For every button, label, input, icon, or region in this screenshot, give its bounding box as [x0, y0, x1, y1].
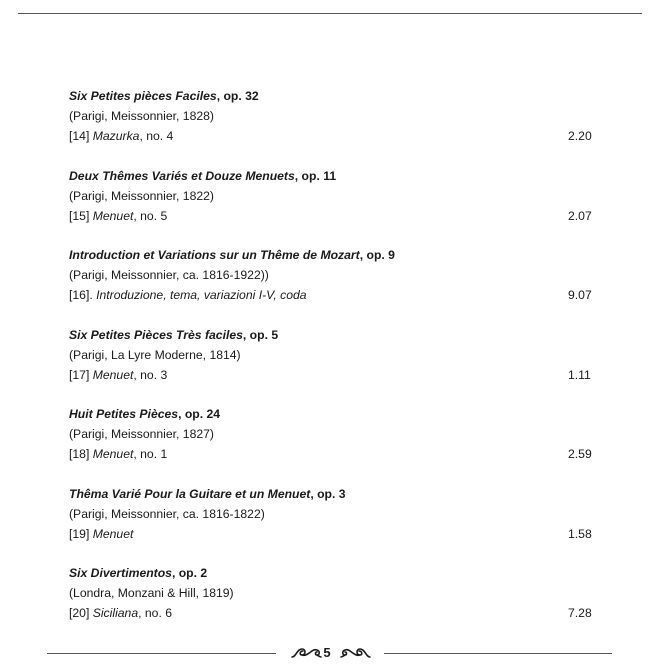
- publisher-info: (Parigi, La Lyre Moderne, 1814): [69, 347, 241, 362]
- track-title: Menuet: [92, 447, 134, 461]
- track-number: [16].: [69, 288, 97, 302]
- work-title: Deux Thêmes Variés et Douze Menuets: [69, 168, 295, 183]
- track-title: Menuet: [92, 526, 134, 541]
- track-suffix: , no. 5: [133, 208, 168, 223]
- scroll-flourish-icon: [290, 644, 322, 662]
- work-title: Thêma Varié Pour la Guitare et un Menuet: [69, 486, 311, 501]
- track-number: [18]: [69, 447, 93, 461]
- page-number: 5: [323, 645, 331, 660]
- track-title: Introduzione, tema, variazioni I-V, coda: [96, 288, 307, 302]
- track-entry: [69, 404, 609, 484]
- work-title-line: [69, 245, 609, 265]
- work-opus: , op. 3: [310, 486, 346, 501]
- publisher-info: (Parigi, Meissonnier, 1822): [69, 188, 214, 203]
- track-number: [20]: [69, 606, 93, 620]
- footer-rule-right: [384, 653, 612, 654]
- track-entry: [69, 563, 609, 643]
- scroll-flourish-icon: [340, 644, 372, 662]
- work-title-line: [69, 484, 609, 504]
- track-line: [69, 365, 609, 385]
- work-title: Six Divertimentos: [69, 566, 172, 580]
- track-duration: 1.58: [568, 526, 592, 541]
- work-opus: , op. 2: [171, 566, 208, 580]
- work-title-line: [69, 563, 609, 583]
- track-number: [17]: [69, 367, 93, 382]
- work-title: Huit Petites Pièces: [69, 407, 179, 421]
- track-line: [69, 206, 609, 226]
- work-title-line: [69, 86, 609, 106]
- work-title: Six Petites pièces Faciles: [69, 89, 217, 103]
- page-footer: [0, 642, 650, 664]
- track-entry: [69, 245, 609, 325]
- publisher-info: (Parigi, Meissonnier, ca. 1816-1822): [69, 506, 265, 521]
- footer-rule-left: [47, 653, 276, 654]
- track-number: [19]: [69, 526, 93, 541]
- work-opus: , op. 9: [359, 248, 395, 262]
- track-suffix: , no. 6: [138, 606, 172, 620]
- work-title: Introduction et Variations sur un Thême de Mozart: [69, 248, 360, 262]
- publisher-info: (Parigi, Meissonnier, ca. 1816-1922)): [69, 268, 269, 282]
- work-opus: , op. 5: [242, 327, 279, 342]
- track-number: [15]: [69, 208, 93, 223]
- track-suffix: , no. 4: [139, 129, 174, 143]
- track-line: [69, 603, 609, 623]
- track-entry: [69, 166, 609, 246]
- track-suffix: , no. 1: [133, 447, 168, 461]
- work-opus: , op. 11: [294, 168, 337, 183]
- track-line: [69, 524, 609, 544]
- publisher-info: (Londra, Monzani & Hill, 1819): [69, 586, 234, 600]
- track-duration: 2.59: [568, 447, 592, 461]
- work-opus: , op. 24: [178, 407, 221, 421]
- track-line: [69, 444, 609, 464]
- work-title-line: [69, 325, 609, 345]
- work-title-line: [69, 166, 609, 186]
- top-rule: [18, 13, 642, 14]
- track-duration: 2.07: [568, 208, 592, 223]
- track-duration: 9.07: [568, 288, 592, 302]
- track-title: Mazurka: [92, 129, 140, 143]
- track-entry: [69, 86, 609, 166]
- track-title: Menuet: [92, 208, 134, 223]
- track-entry: [69, 484, 609, 564]
- track-duration: 2.20: [568, 129, 592, 143]
- track-line: [69, 285, 609, 305]
- work-opus: , op. 32: [216, 89, 259, 103]
- work-title: Six Petites Pièces Très faciles: [69, 327, 243, 342]
- track-suffix: , no. 3: [133, 367, 168, 382]
- publisher-info: (Parigi, Meissonnier, 1827): [69, 427, 214, 441]
- work-title-line: [69, 404, 609, 424]
- track-entry: [69, 325, 609, 405]
- track-title: Menuet: [92, 367, 134, 382]
- track-list: [69, 86, 609, 643]
- publisher-info: (Parigi, Meissonnier, 1828): [69, 109, 214, 123]
- track-title: Siciliana: [92, 606, 139, 620]
- track-number: [14]: [69, 129, 93, 143]
- track-duration: 7.28: [568, 606, 592, 620]
- track-line: [69, 126, 609, 146]
- track-duration: 1.11: [568, 367, 591, 382]
